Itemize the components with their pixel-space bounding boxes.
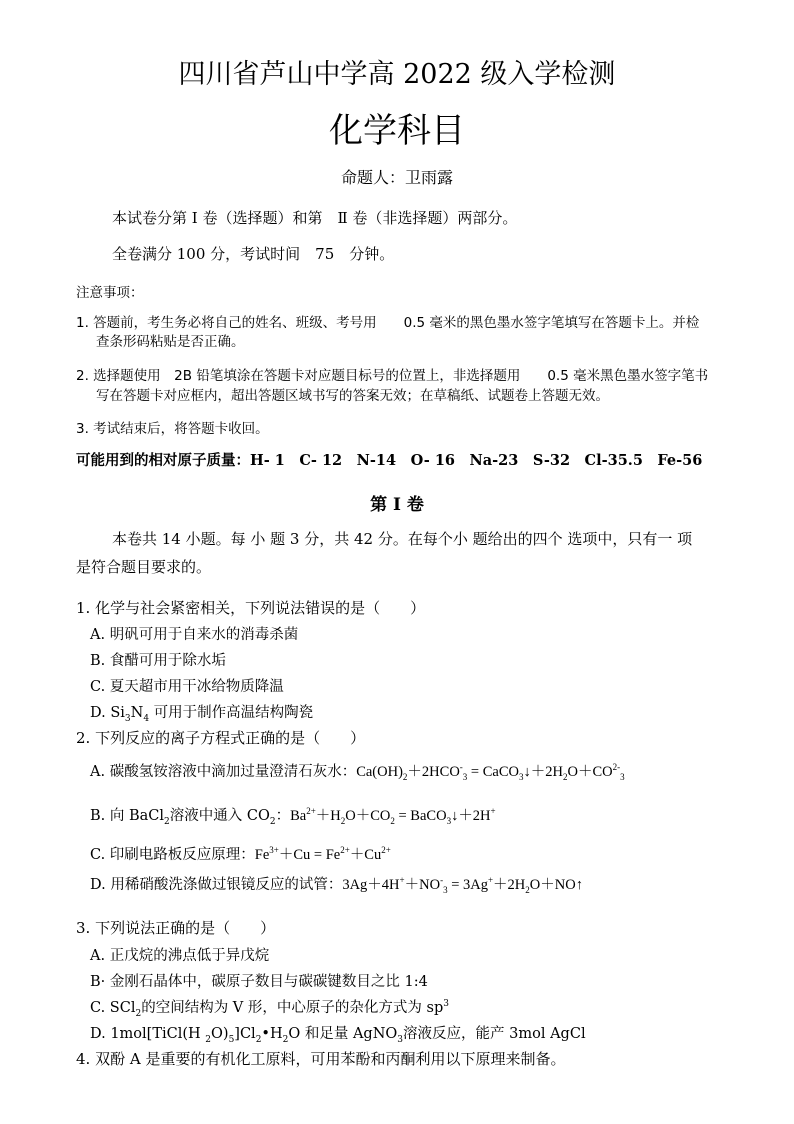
note-1b: 查条形码粘贴是否正确。 [96,334,245,350]
exam-title: 四川省芦山中学高 2022 级入学检测 [178,59,616,90]
q1-option-d: D. $Si_3N_4$ 可用于制作高温结构陶瓷 [90,705,314,724]
note-3: 3. 考试结束后，将答题卡收回。 [76,421,269,437]
intro-line-1: 本试卷分第 Ⅰ 卷（选择题）和第 Ⅱ 卷（非选择题）两部分。 [112,209,518,227]
q4-stem: 4. 双酚 A 是重要的有机化工原料，可用苯酚和丙酮利用以下原理来制备。 [76,1050,566,1068]
author-line: 命题人：卫雨露 [340,168,453,187]
atomic-mass-line: 可能用到的相对原子质量：H- 1 C- 12 N-14 O- 16 Na-23 S-32 Cl-35.5 Fe-56 [76,452,703,469]
section-1-desc-b: 是符合题目要求的。 [76,558,212,576]
q3-option-d: D. 1mol[TiCl(H $_2O)_5]Cl_2•H_2O$ 和足量 AgNO$_3$溶液反应，能产 3mol AgCl [90,1026,586,1045]
q3-option-c: C. SCl$_2$的空间结构为 V 形，中心原子的杂化方式为 $sp^3$ [90,999,449,1019]
q2-option-c: C. 印刷电路板反应原理：$Fe^{3+}+Cu = Fe^{2+}+Cu^{2+}$ [90,845,391,863]
q2-option-b: B. 向 BaCl$_2$溶液中通入 $CO_2$：$Ba^{2+}+H_2O+CO_2$ = BaCO$_3$↓＋2H+ [90,806,496,827]
note-2b: 写在答题卡对应框内，超出答题区域书写的答案无效；在草稿纸、试题卷上答题无效。 [96,388,609,404]
q2-option-a: A. 碳酸氢铵溶液中滴加过量澄清石灰水：$Ca(OH)_2+2HCO^-_3$ = $CaCO_3↓+2H_2O+CO^{2-}_3$ [90,762,625,782]
q2-option-d: D. 用稀硝酸洗涤做过银镜反应的试管：$3Ag+4H^++NO^-_3$ = $3Ag^++2H_2O+NO↑$ [90,875,583,895]
q1-stem: 1. 化学与社会紧密相关，下列说法错误的是（ ） [76,599,426,617]
q1-option-a: A. 明矾可用于自来水的消毒杀菌 [90,627,299,643]
q3-stem: 3. 下列说法正确的是（ ） [76,919,276,937]
q1-option-c: C. 夏天超市用干冰给物质降温 [90,679,284,695]
q3-option-b: B· 金刚石晶体中，碳原子数目与碳碳键数目之比 1:4 [90,974,428,990]
note-2a: 2. 选择题使用 2B 铅笔填涂在答题卡对应题目标号的位置上，非选择题用 0.5 毫米黑色墨水签字笔书 [76,368,709,384]
subject-title: 化学科目 [329,111,465,151]
q3-option-a: A. 正戊烷的沸点低于异戊烷 [90,948,270,964]
q1-option-b: B. 食醋可用于除水垢 [90,653,226,669]
q2-stem: 2. 下列反应的离子方程式正确的是（ ） [76,729,366,747]
notes-title: 注意事项： [76,285,144,301]
intro-line-2: 全卷满分 100 分，考试时间 75 分钟。 [112,245,395,263]
section-1-title: 第 Ⅰ 卷 [370,495,424,515]
note-1a: 1. 答题前，考生务必将自己的姓名、班级、考号用 0.5 毫米的黑色墨水签字笔填写在答题卡上。并检 [76,315,700,331]
section-1-desc-a: 本卷共 14 小题。每 小 题 3 分，共 42 分。在每个小 题给出的四个 选项中，只有一 项 [112,530,693,548]
